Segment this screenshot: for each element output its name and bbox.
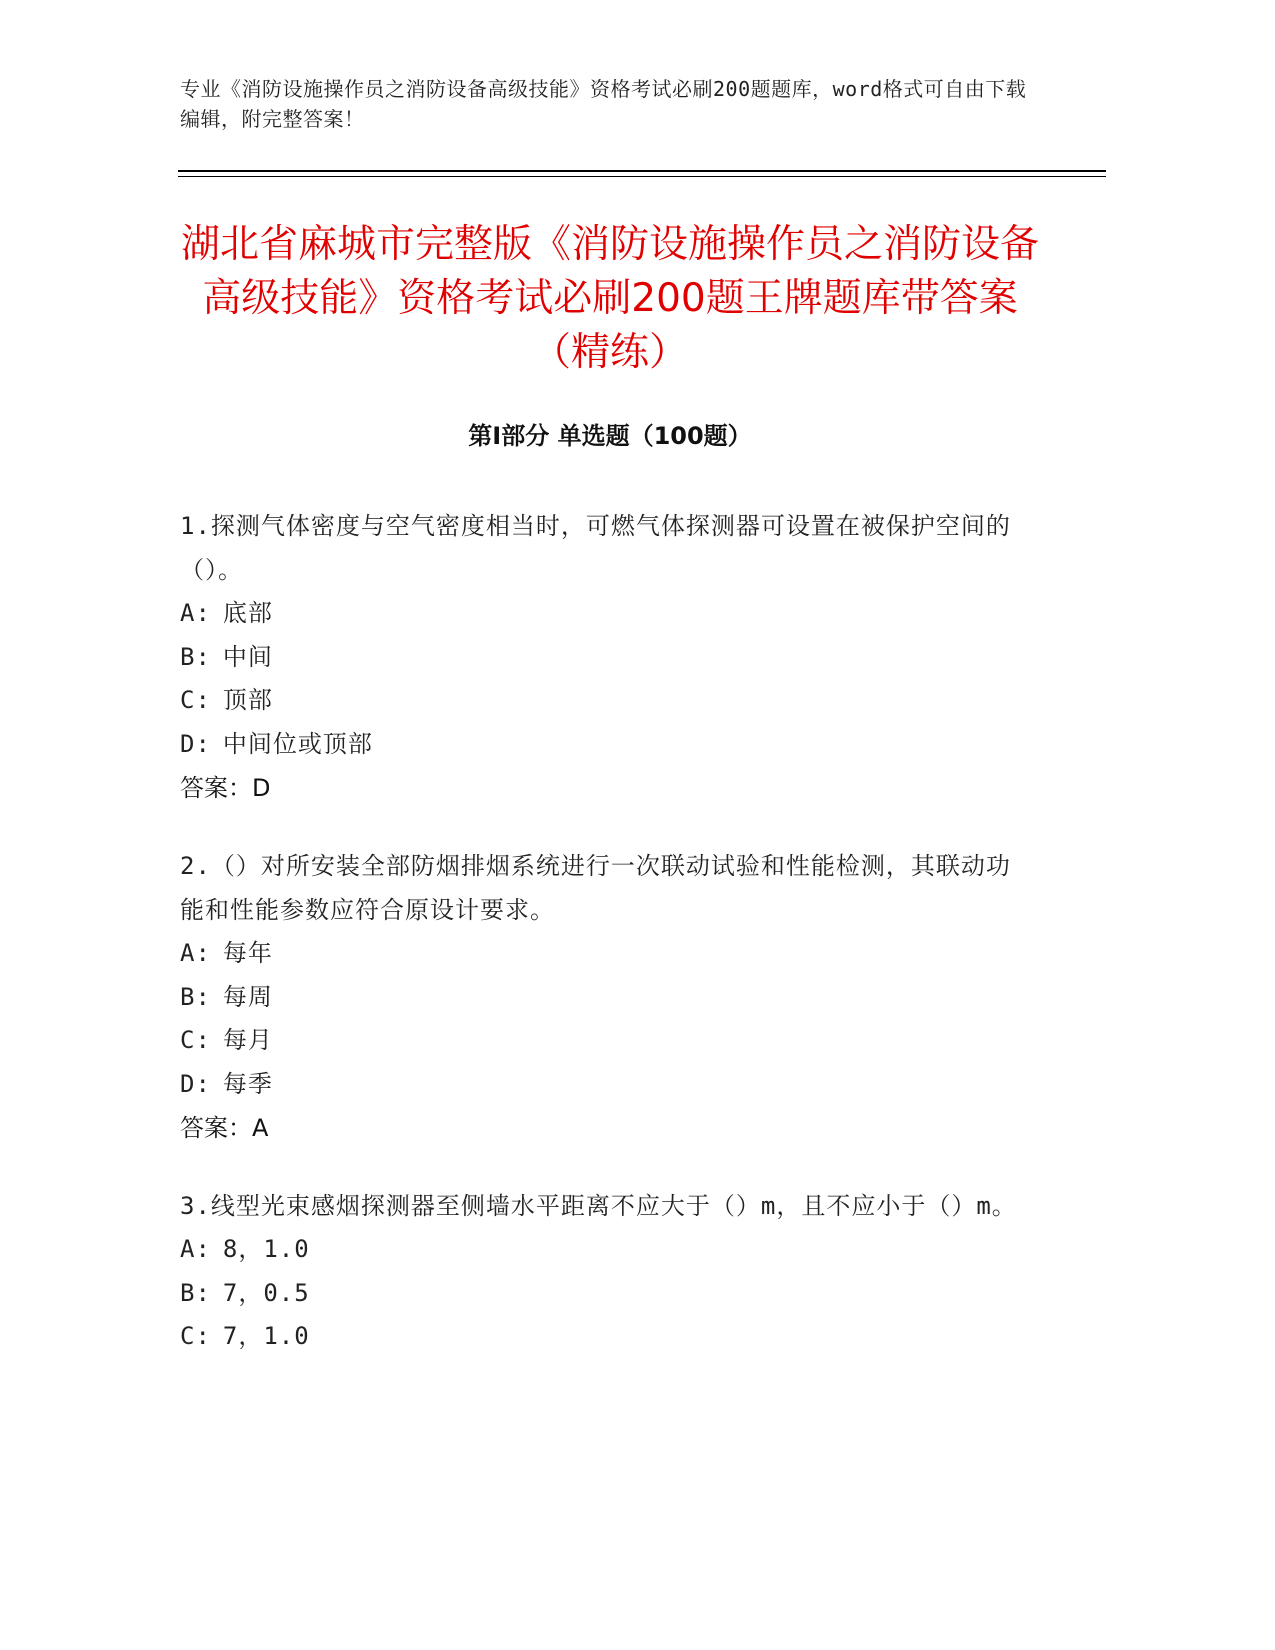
option-letter: A: xyxy=(180,1235,211,1263)
option-text: 8，1.0 xyxy=(222,1235,310,1263)
header-note: 专业《消防设施操作员之消防设备高级技能》资格考试必刷200题题库，word格式可自由下载编辑，附完整答案！ xyxy=(180,77,1027,131)
option-d xyxy=(180,723,1020,767)
option-c xyxy=(180,679,1020,723)
question-3 xyxy=(180,1184,1020,1359)
option-text: 每年 xyxy=(222,939,273,967)
option-c xyxy=(180,1019,1020,1063)
option-letter: A: xyxy=(180,599,211,627)
option-text: 每月 xyxy=(222,1026,273,1054)
option-letter: D: xyxy=(180,1069,211,1098)
option-d xyxy=(180,1063,1020,1107)
option-text: 每周 xyxy=(222,982,273,1011)
option-letter: C: xyxy=(180,1322,211,1350)
option-b xyxy=(180,976,1020,1020)
option-text: 每季 xyxy=(222,1069,273,1098)
header-divider-thin xyxy=(178,176,1106,177)
option-letter: C: xyxy=(180,686,211,714)
question-1 xyxy=(180,504,1020,810)
option-text: 7，1.0 xyxy=(222,1322,310,1350)
option-letter: B: xyxy=(180,982,211,1011)
question-stem: 3.线型光束感烟探测器至侧墙水平距离不应大于（）m，且不应小于（）m。 xyxy=(180,1192,1017,1220)
option-text: 顶部 xyxy=(222,686,273,714)
header-divider-thick xyxy=(178,170,1106,172)
option-letter: A: xyxy=(180,939,211,967)
option-letter: B: xyxy=(180,1278,211,1307)
option-letter: D: xyxy=(180,729,211,758)
answer-line: 答案：A xyxy=(180,1114,269,1142)
option-text: 7，0.5 xyxy=(222,1278,310,1307)
option-text: 底部 xyxy=(222,599,273,627)
option-text: 中间 xyxy=(222,642,273,671)
document-title: 湖北省麻城市完整版《消防设施操作员之消防设备高级技能》资格考试必刷200题王牌题库带答案（精练） xyxy=(180,222,1039,375)
question-2 xyxy=(180,844,1020,1150)
option-text: 中间位或顶部 xyxy=(222,729,373,758)
option-b xyxy=(180,1272,1020,1316)
option-a xyxy=(180,1228,1020,1272)
option-a xyxy=(180,932,1020,976)
answer-line: 答案：D xyxy=(180,774,271,802)
question-list xyxy=(180,504,1020,1393)
option-letter: B: xyxy=(180,642,211,671)
option-a xyxy=(180,592,1020,636)
section-heading: 第Ⅰ部分 单选题（100题） xyxy=(468,422,752,450)
question-stem: 1.探测气体密度与空气密度相当时，可燃气体探测器可设置在被保护空间的（）。 xyxy=(180,512,1011,584)
option-letter: C: xyxy=(180,1026,211,1054)
option-c xyxy=(180,1315,1020,1359)
option-b xyxy=(180,636,1020,680)
question-stem: 2.（）对所安装全部防烟排烟系统进行一次联动试验和性能检测，其联动功能和性能参数应符合原设计要求。 xyxy=(180,852,1011,924)
